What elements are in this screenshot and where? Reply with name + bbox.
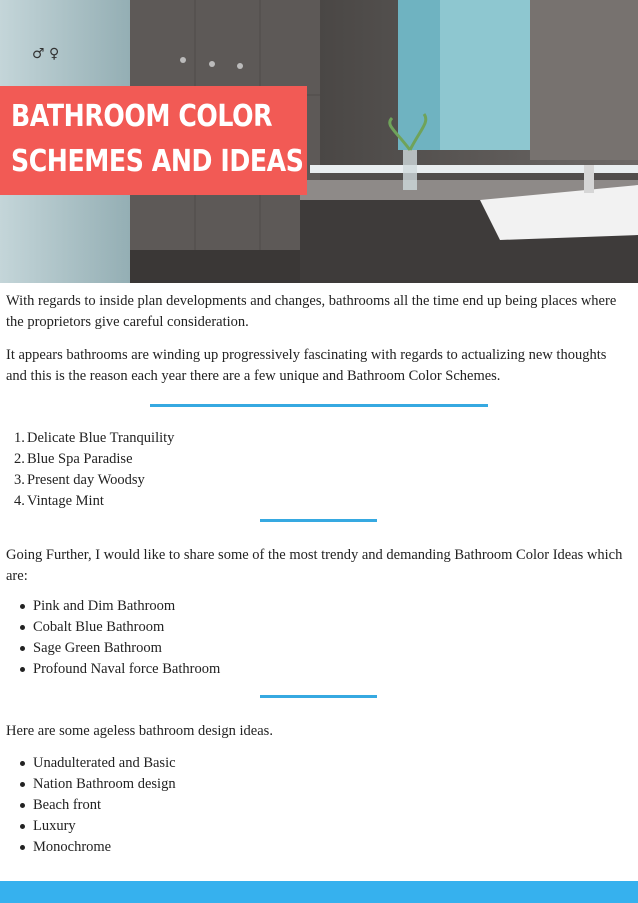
divider-3 [260,695,377,698]
bullet-icon [20,782,25,787]
design-intro: Here are some ageless bathroom design ideas. [6,723,273,739]
title-banner [0,86,307,195]
list-item: Unadulterated and Basic [20,753,176,774]
list-item: 4. Vintage Mint [14,493,104,509]
bullet-icon [20,667,25,672]
bullet-icon [20,845,25,850]
list-item: 2. Blue Spa Paradise [14,451,133,467]
list-item: Pink and Dim Bathroom [20,596,220,617]
title-line-1: BATHROOM COLOR [11,99,273,134]
list-item: Profound Naval force Bathroom [20,659,220,680]
list-item: 3. Present day Woodsy [14,472,145,488]
footer-bar [0,881,638,903]
color-ideas-intro: Going Further, I would like to share some of the most trendy and demanding Bathroom Color Ideas which are: [6,547,623,584]
color-schemes-list [14,428,174,512]
bullet-icon [20,646,25,651]
divider-1 [150,404,488,407]
page-title [11,94,304,184]
bullet-icon [20,604,25,609]
list-item: Cobalt Blue Bathroom [20,617,220,638]
bullet-icon [20,803,25,808]
bullet-icon [20,625,25,630]
list-item: Beach front [20,795,176,816]
list-item: 1. Delicate Blue Tranquility [14,430,175,446]
divider-2 [260,519,377,522]
svg-text:♂ ♀: ♂ ♀ [32,46,60,62]
list-item: Luxury [20,816,176,837]
list-item: Sage Green Bathroom [20,638,220,659]
bullet-icon [20,761,25,766]
bullet-icon [20,824,25,829]
intro-paragraph-1: With regards to inside plan developments and changes, bathrooms all the time end up being places where the proprietors give careful consideration. [6,293,617,330]
design-ideas-list [20,753,176,858]
title-line-2: SCHEMES AND IDEAS [11,144,304,179]
color-ideas-list [20,596,220,680]
intro-paragraph-2: It appears bathrooms are winding up progressively fascinating with regards to actualizing new thoughts and this is the reason each year there are a few unique and Bathroom Color Schemes. [6,347,607,384]
list-item: Monochrome [20,837,176,858]
list-item: Nation Bathroom design [20,774,176,795]
hero-image [0,0,638,283]
